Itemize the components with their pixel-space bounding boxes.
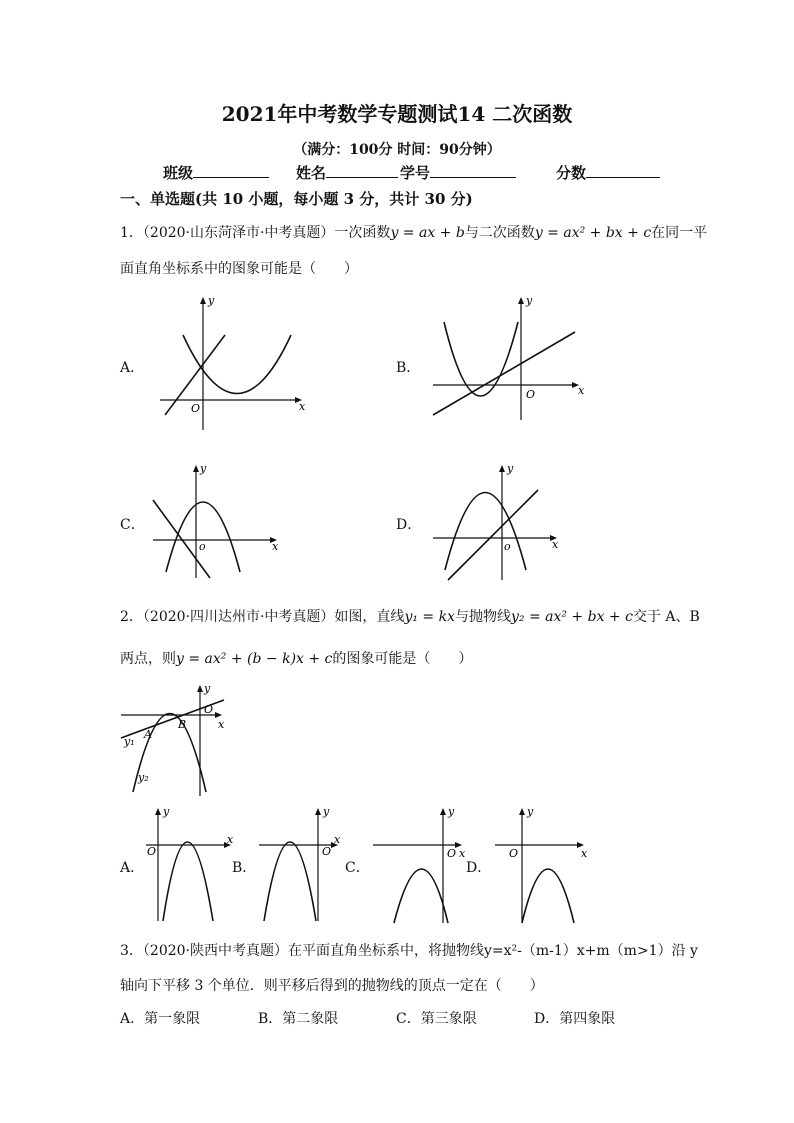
q1-option-b[interactable]: B． [396, 360, 421, 376]
q1-formula-quadratic: y = ax² + bx + c [534, 225, 652, 241]
q2-formula-line: y₁ = kx [404, 609, 455, 625]
q2-graph-a [143, 803, 238, 923]
y1-label: y₁ [124, 735, 135, 748]
y-label: y [507, 462, 514, 475]
x-label: x [299, 400, 306, 413]
y-label: y [200, 462, 207, 475]
id-blank[interactable] [430, 162, 516, 178]
y-arrow-icon [200, 297, 206, 304]
y-label: y [163, 805, 170, 818]
name-label: 姓名 [296, 164, 327, 182]
point-a-label: A [144, 728, 152, 741]
x-label: x [272, 540, 279, 553]
q2-line1 [120, 606, 700, 626]
origin-label: O [191, 402, 201, 415]
origin-label: O [322, 845, 332, 858]
linear-graph [153, 500, 210, 578]
origin-label: O [147, 845, 157, 858]
origin-label: O [509, 847, 519, 860]
parabola-graph [264, 842, 316, 921]
y-arrow-icon [315, 808, 321, 815]
class-blank[interactable] [193, 162, 269, 178]
x-label: x [334, 833, 341, 846]
id-label: 学号 [400, 164, 431, 182]
q2-option-a[interactable]: A． [120, 860, 145, 876]
score-blank[interactable] [586, 162, 660, 178]
class-field [163, 162, 269, 183]
q1-line1 [120, 222, 707, 242]
y-arrow-icon [197, 685, 203, 692]
q1-prefix: 1．（2020·山东菏泽市·中考真题）一次函数 [120, 225, 391, 241]
q1-line2: 面直角坐标系中的图象可能是（ ） [120, 261, 358, 277]
q3-option-b[interactable]: B．第二象限 [258, 1011, 339, 1027]
linear-graph [433, 332, 575, 415]
x-label: x [578, 384, 585, 397]
page-subtitle: （满分：100分 时间：90分钟） [293, 142, 501, 158]
q2-line2-prefix: 两点，则 [120, 651, 176, 667]
y2-label: y₂ [138, 771, 149, 784]
q2-formula-parabola: y₂ = ax² + bx + c [510, 609, 633, 625]
y-arrow-icon [193, 465, 199, 472]
q2-graph-b [256, 803, 346, 923]
parabola-graph [163, 842, 213, 921]
x-label: x [218, 718, 225, 731]
id-field [400, 162, 516, 183]
score-label: 分数 [556, 164, 587, 182]
x-label: x [227, 833, 234, 846]
y-label: y [323, 805, 330, 818]
q2-graph-c [370, 805, 470, 925]
y-label: y [208, 294, 215, 307]
q1-option-d[interactable]: D． [396, 517, 422, 533]
q2-option-c[interactable]: C． [345, 860, 370, 876]
x-label: x [459, 847, 466, 860]
origin-label: o [504, 540, 511, 553]
q3-option-d[interactable]: D．第四象限 [534, 1011, 616, 1027]
origin-label: O [526, 388, 536, 401]
q1-graph-d [430, 460, 570, 585]
section-heading: 一、单选题(共 10 小题，每小题 3 分，共计 30 分) [120, 190, 473, 208]
y-arrow-icon [155, 808, 161, 815]
q2-option-d[interactable]: D． [466, 860, 492, 876]
y-arrow-icon [518, 297, 524, 304]
q1-option-a[interactable]: A． [120, 360, 145, 376]
q2-graph-d [492, 805, 592, 925]
name-blank[interactable] [326, 162, 398, 178]
name-field [296, 162, 398, 183]
q1-suffix: 在同一平 [651, 225, 708, 241]
origin-label: O [204, 703, 214, 716]
parabola-graph [166, 502, 240, 572]
q2-formula-combined: y = ax² + (b − k)x + c [176, 651, 333, 667]
q2-suffix: 交于 A、B [632, 609, 700, 625]
q1-graph-c [148, 460, 288, 580]
q3-option-a[interactable]: A．第一象限 [120, 1011, 201, 1027]
origin-label: o [199, 540, 206, 553]
point-b-label: B [178, 718, 187, 731]
y-arrow-icon [519, 808, 525, 815]
q2-mid: 与抛物线 [454, 609, 511, 625]
q3-line1: 3．（2020·陕西中考真题）在平面直角坐标系中，将抛物线y=x²-（m-1）x+m（m>1）沿 y [120, 943, 698, 959]
q2-line2 [120, 648, 472, 668]
parabola-graph [183, 335, 291, 394]
q2-option-b[interactable]: B． [232, 860, 257, 876]
q1-mid: 与二次函数 [464, 225, 535, 241]
y-label: y [526, 294, 533, 307]
q2-prefix: 2．（2020·四川达州市·中考真题）如图，直线 [120, 609, 405, 625]
y-arrow-icon [440, 808, 446, 815]
q1-option-c[interactable]: C． [120, 517, 145, 533]
parabola-graph [522, 869, 574, 923]
q3-option-c[interactable]: C．第三象限 [396, 1011, 477, 1027]
q1-graph-a [155, 290, 315, 435]
y-label: y [527, 805, 534, 818]
q1-graph-b [428, 290, 588, 430]
class-label: 班级 [163, 164, 194, 182]
y-arrow-icon [499, 465, 505, 472]
parabola-graph [445, 493, 526, 571]
q3-line2: 轴向下平移 3 个单位．则平移后得到的抛物线的顶点一定在（ ） [120, 978, 544, 994]
q1-formula-linear: y = ax + b [390, 225, 465, 241]
q2-figure [118, 680, 238, 798]
y-label: y [448, 805, 455, 818]
page-title: 2021年中考数学专题测试14 二次函数 [221, 102, 573, 126]
y-label: y [204, 682, 211, 695]
q2-line2-suffix: 的图象可能是（ ） [332, 651, 473, 667]
x-label: x [552, 538, 559, 551]
x-label: x [581, 847, 588, 860]
parabola-graph [394, 869, 448, 923]
origin-label: O [447, 847, 457, 860]
score-field [556, 162, 660, 183]
